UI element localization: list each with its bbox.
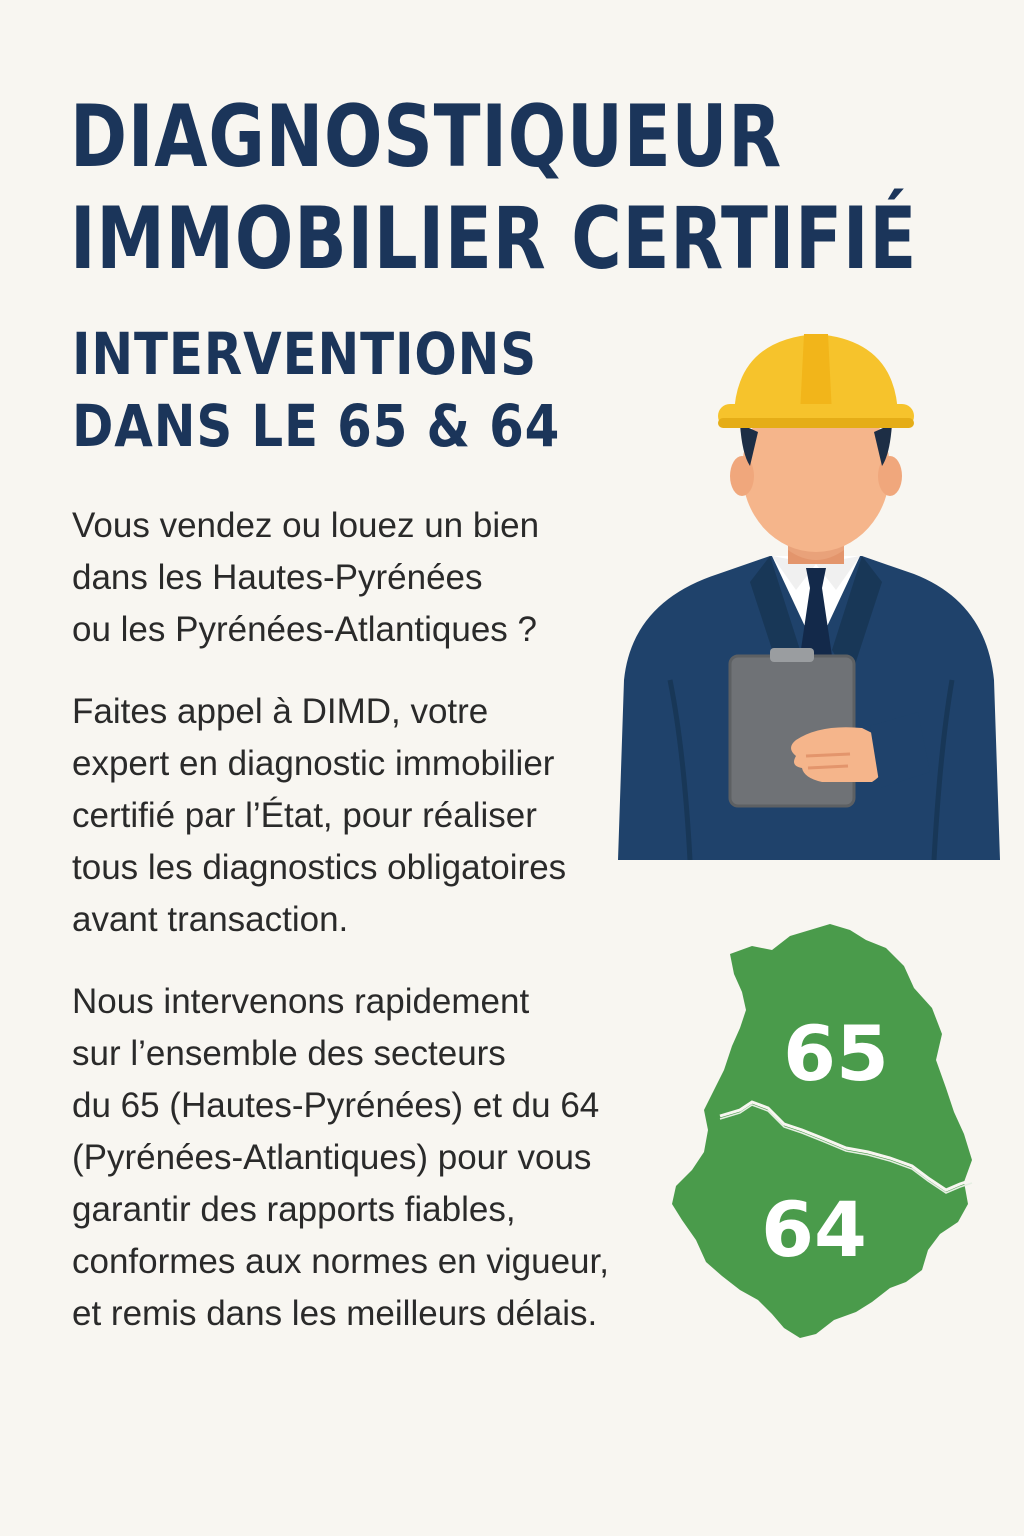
coverage-line: Nous intervenons rapidement bbox=[72, 982, 530, 1021]
intro-paragraph bbox=[72, 500, 539, 656]
coverage-line: et remis dans les meilleurs délais. bbox=[72, 1294, 598, 1333]
service-line: Faites appel à DIMD, votre bbox=[72, 692, 489, 731]
service-paragraph bbox=[72, 686, 566, 946]
service-line: avant transaction. bbox=[72, 900, 349, 939]
coverage-line: garantir des rapports fiables, bbox=[72, 1190, 516, 1229]
subtitle-line-2: DANS LE 65 & 64 bbox=[72, 392, 561, 460]
service-line: tous les diagnostics obligatoires bbox=[72, 848, 567, 887]
map-label-64: 64 bbox=[761, 1185, 867, 1274]
service-line: expert en diagnostic immobilier bbox=[72, 744, 555, 783]
department-map-icon bbox=[660, 916, 990, 1346]
coverage-line: sur l’ensemble des secteurs bbox=[72, 1034, 506, 1073]
coverage-line: (Pyrénées-Atlantiques) pour vous bbox=[72, 1138, 592, 1177]
title-line-1: DIAGNOSTIQUEUR bbox=[70, 87, 782, 187]
coverage-line: du 65 (Hautes-Pyrénées) et du 64 bbox=[72, 1086, 600, 1125]
intro-line: dans les Hautes-Pyrénées bbox=[72, 558, 483, 597]
map-label-65: 65 bbox=[783, 1009, 889, 1098]
intro-line: Vous vendez ou louez un bien bbox=[72, 506, 540, 545]
inspector-illustration-icon bbox=[600, 320, 1024, 860]
subtitle-line-1: INTERVENTIONS bbox=[72, 320, 538, 388]
coverage-paragraph bbox=[72, 976, 609, 1340]
page-subtitle bbox=[72, 318, 560, 462]
page-title bbox=[70, 86, 917, 290]
coverage-line: conformes aux normes en vigueur, bbox=[72, 1242, 609, 1281]
service-line: certifié par l’État, pour réaliser bbox=[72, 796, 537, 835]
title-line-2: IMMOBILIER CERTIFIÉ bbox=[70, 189, 918, 289]
intro-line: ou les Pyrénées-Atlantiques ? bbox=[72, 610, 537, 649]
